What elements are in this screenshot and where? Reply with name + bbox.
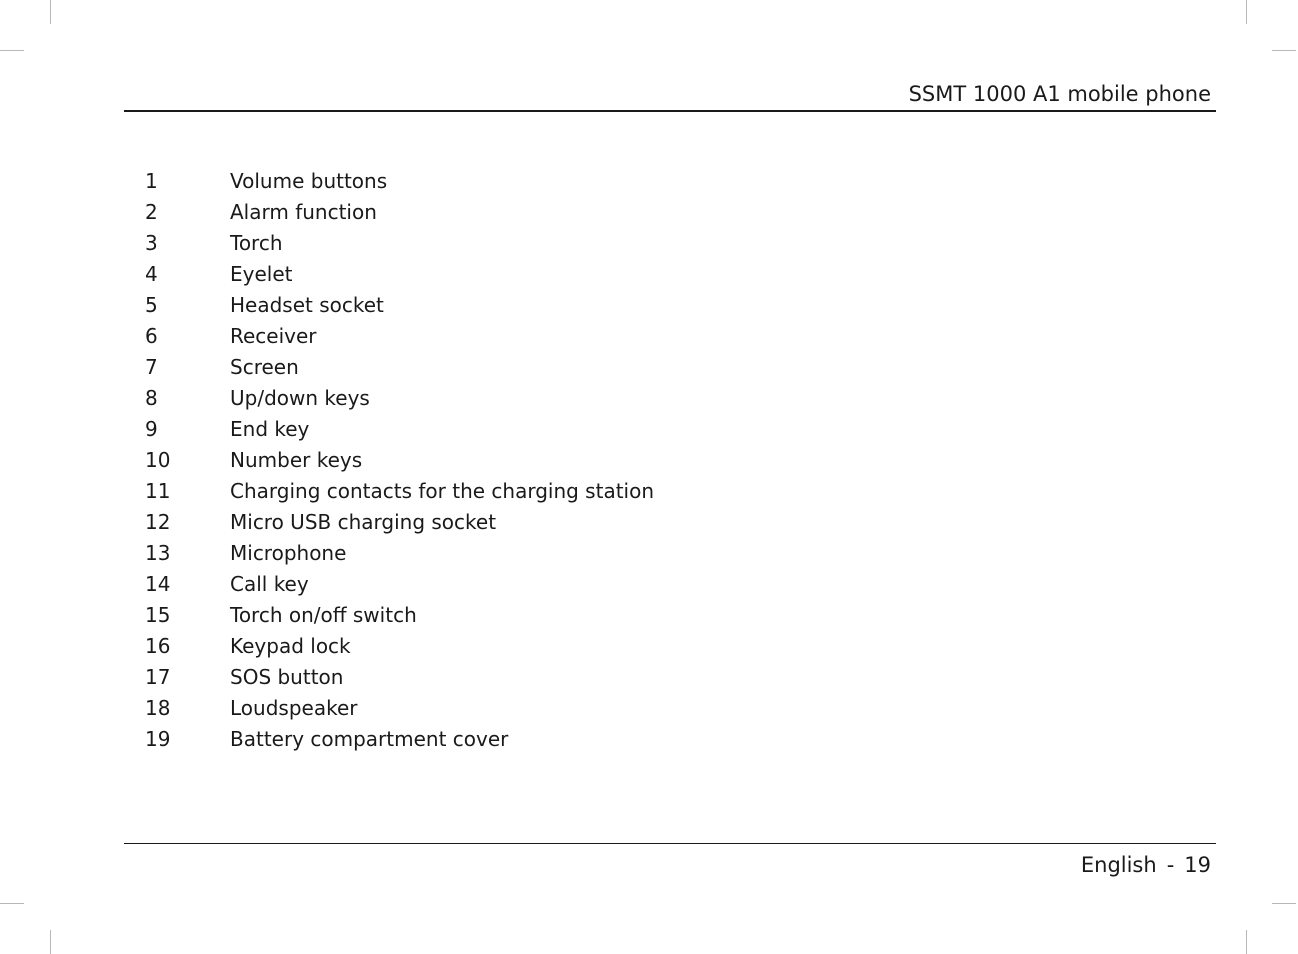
list-item: [145, 662, 654, 693]
part-label: Charging contacts for the charging station: [230, 479, 655, 503]
part-number: 11: [145, 479, 171, 503]
part-number: 17: [145, 665, 171, 689]
part-label: Microphone: [230, 541, 347, 565]
part-label: Volume buttons: [230, 169, 388, 193]
part-label: Receiver: [230, 324, 317, 348]
part-label: Number keys: [230, 448, 363, 472]
part-label: Battery compartment cover: [230, 727, 509, 751]
list-item: [145, 631, 654, 662]
part-number: 14: [145, 572, 171, 596]
page-header-title: SSMT 1000 A1 mobile phone: [908, 82, 1211, 106]
part-number: 19: [145, 727, 171, 751]
part-number: 15: [145, 603, 171, 627]
crop-mark-top-left-h: [0, 50, 24, 51]
part-label: Loudspeaker: [230, 696, 358, 720]
list-item: [145, 476, 654, 507]
list-item: [145, 600, 654, 631]
part-label: Micro USB charging socket: [230, 510, 497, 534]
footer-separator: -: [1166, 853, 1175, 877]
part-number: 3: [145, 231, 158, 255]
part-number: 1: [145, 169, 158, 193]
parts-list: [145, 166, 654, 755]
part-number: 4: [145, 262, 158, 286]
part-label: Keypad lock: [230, 634, 351, 658]
part-label: SOS button: [230, 665, 344, 689]
list-item: [145, 538, 654, 569]
list-item: [145, 321, 654, 352]
part-number: 10: [145, 448, 171, 472]
footer-language: English: [1080, 853, 1157, 877]
part-number: 12: [145, 510, 171, 534]
crop-mark-bottom-right-v: [1246, 930, 1247, 954]
part-number: 13: [145, 541, 171, 565]
page-footer: [1081, 851, 1211, 879]
crop-mark-bottom-left-h: [0, 903, 24, 904]
list-item: [145, 693, 654, 724]
list-item: [145, 352, 654, 383]
list-item: [145, 507, 654, 538]
part-number: 16: [145, 634, 171, 658]
part-number: 9: [145, 417, 158, 441]
part-number: 18: [145, 696, 171, 720]
list-item: [145, 197, 654, 228]
crop-mark-top-right-h: [1272, 50, 1296, 51]
page-number: 19: [1184, 853, 1211, 877]
list-item: [145, 445, 654, 476]
part-label: Torch: [230, 231, 283, 255]
part-number: 8: [145, 386, 158, 410]
crop-mark-bottom-left-v: [50, 930, 51, 954]
part-number: 7: [145, 355, 158, 379]
list-item: [145, 569, 654, 600]
list-item: [145, 228, 654, 259]
part-label: Headset socket: [230, 293, 384, 317]
list-item: [145, 724, 654, 755]
part-label: Up/down keys: [230, 386, 370, 410]
part-number: 2: [145, 200, 158, 224]
footer-rule: [124, 843, 1216, 844]
list-item: [145, 166, 654, 197]
part-number: 6: [145, 324, 158, 348]
list-item: [145, 259, 654, 290]
header-rule: [124, 110, 1216, 112]
list-item: [145, 383, 654, 414]
part-label: Call key: [230, 572, 309, 596]
list-item: [145, 414, 654, 445]
part-label: Screen: [230, 355, 299, 379]
part-label: Eyelet: [230, 262, 293, 286]
part-number: 5: [145, 293, 158, 317]
crop-mark-top-left-v: [50, 0, 51, 24]
part-label: Torch on/off switch: [230, 603, 417, 627]
crop-mark-top-right-v: [1246, 0, 1247, 24]
part-label: Alarm function: [230, 200, 377, 224]
crop-mark-bottom-right-h: [1272, 903, 1296, 904]
list-item: [145, 290, 654, 321]
part-label: End key: [230, 417, 310, 441]
